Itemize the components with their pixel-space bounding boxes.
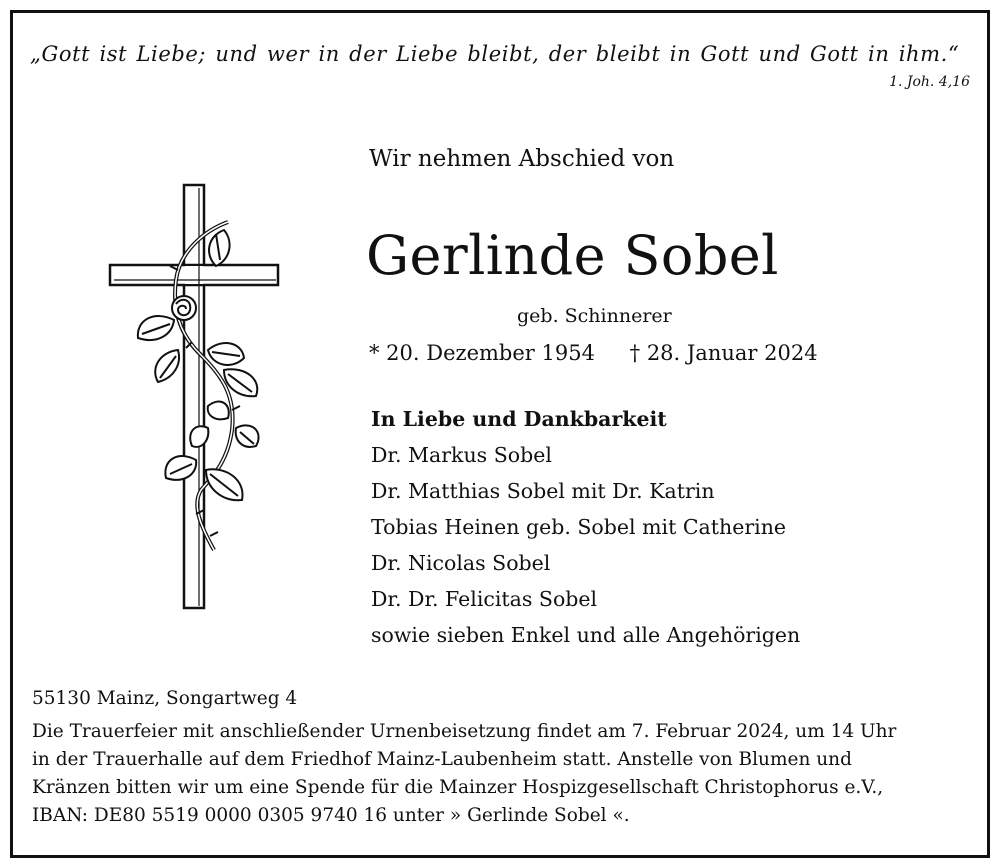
mourner-name: Tobias Heinen geb. Sobel mit Catherine <box>371 515 787 539</box>
mourner-name: Dr. Nicolas Sobel <box>371 551 551 575</box>
notice-line: IBAN: DE80 5519 0000 0305 9740 16 unter » Gerlinde Sobel «. <box>32 805 630 826</box>
notice-line: Die Trauerfeier mit anschließender Urnenbeisetzung findet am 7. Februar 2024, um 14 Uhr <box>32 721 897 742</box>
mourner-name: Dr. Markus Sobel <box>371 443 552 467</box>
life-dates <box>369 341 818 365</box>
mourner-name: Dr. Matthias Sobel mit Dr. Katrin <box>371 479 715 503</box>
intro-text: Wir nehmen Abschied von <box>369 146 675 172</box>
cross-with-rose-icon <box>96 170 286 615</box>
birth-name: geb. Schinnerer <box>517 305 672 327</box>
funeral-notice <box>32 718 896 830</box>
bible-quote: „Gott ist Liebe; und wer in der Liebe bleibt, der bleibt in Gott und Gott in ihm.“ <box>30 42 960 66</box>
notice-line: Kränzen bitten wir um eine Spende für die Mainzer Hospizgesellschaft Christophorus e.V., <box>32 777 884 798</box>
bible-reference: 1. Joh. 4,16 <box>889 74 970 90</box>
mourners-list <box>371 407 800 657</box>
mourners-heading: In Liebe und Dankbarkeit <box>371 407 667 431</box>
birth-date: * 20. Dezember 1954 <box>369 341 595 365</box>
notice-line: in der Trauerhalle auf dem Friedhof Mainz-Laubenheim statt. Anstelle von Blumen und <box>32 749 852 770</box>
family-address: 55130 Mainz, Songartweg 4 <box>32 688 298 709</box>
mourner-name: Dr. Dr. Felicitas Sobel <box>371 587 598 611</box>
deceased-name: Gerlinde Sobel <box>366 224 779 287</box>
death-date: † 28. Januar 2024 <box>629 341 818 365</box>
mourners-closing: sowie sieben Enkel und alle Angehörigen <box>371 623 801 647</box>
